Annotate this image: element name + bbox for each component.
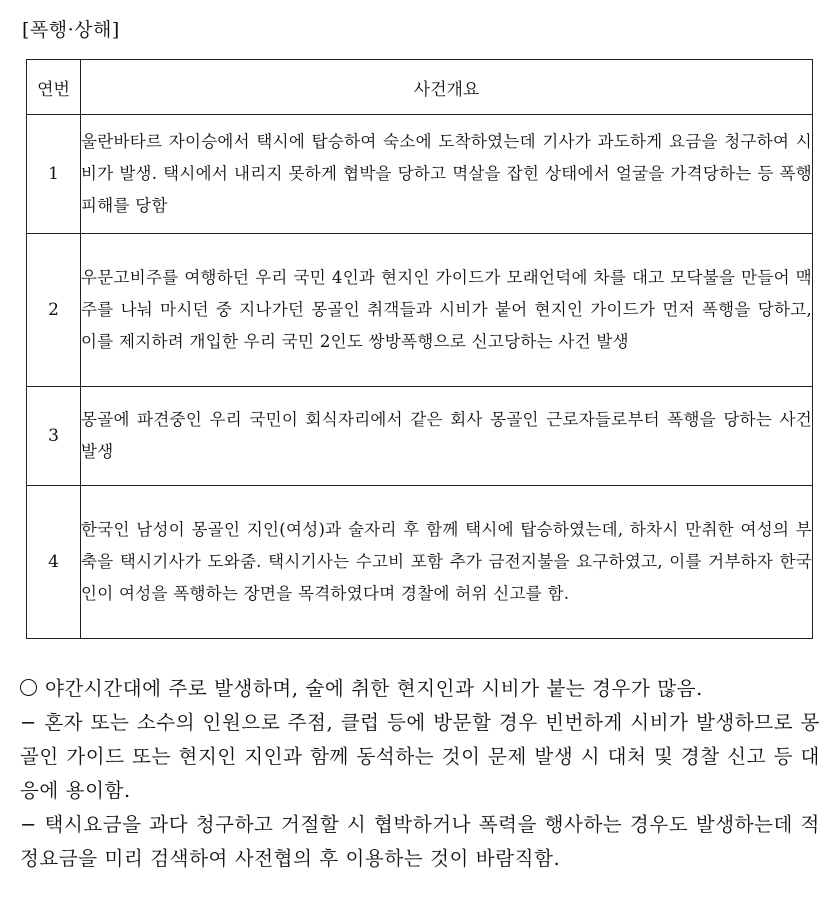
advice-notes xyxy=(20,672,820,876)
table-row xyxy=(27,234,813,387)
row-summary: 한국인 남성이 몽골인 지인(여성)과 술자리 후 함께 택시에 탑승하였는데, 하차시 만취한 여성의 부축을 택시기사가 도와줌. 택시기사는 수고비 포함 추가 금전지불을 요구하였고, 이를 거부하자 한국인이 여성을 폭행하는 장면을 목격하였다며 경찰에 허위 신고를 함. xyxy=(81,486,813,639)
table-row xyxy=(27,115,813,234)
table-header-row xyxy=(27,60,813,115)
circle-bullet-icon xyxy=(20,679,37,696)
table-row xyxy=(27,387,813,486)
table-row xyxy=(27,486,813,639)
row-number: 4 xyxy=(27,486,81,639)
section-title: [폭행·상해] xyxy=(22,19,120,41)
row-summary: 울란바타르 자이승에서 택시에 탑승하여 숙소에 도착하였는데 기사가 과도하게 요금을 청구하여 시비가 발생. 택시에서 내리지 못하게 협박을 당하고 멱살을 잡힌 상태에서 얼굴을 가격당하는 등 폭행피해를 당함 xyxy=(81,115,813,234)
note-main-text: 야간시간대에 주로 발생하며, 술에 취한 현지인과 시비가 붙는 경우가 많음. xyxy=(45,677,703,700)
row-number: 1 xyxy=(27,115,81,234)
note-sub-1: − 혼자 또는 소수의 인원으로 주점, 클럽 등에 방문할 경우 빈번하게 시비가 발생하므로 몽골인 가이드 또는 현지인 지인과 함께 동석하는 것이 문제 발생 시 대처 및 경찰 신고 등 대응에 용이함. xyxy=(20,711,820,802)
row-summary: 몽골에 파견중인 우리 국민이 회식자리에서 같은 회사 몽골인 근로자들로부터 폭행을 당하는 사건 발생 xyxy=(81,387,813,486)
header-summary: 사건개요 xyxy=(81,60,813,115)
note-sub-2: − 택시요금을 과다 청구하고 거절할 시 협박하거나 폭력을 행사하는 경우도 발생하는데 적정요금을 미리 검색하여 사전협의 후 이용하는 것이 바람직함. xyxy=(20,813,820,870)
row-number: 3 xyxy=(27,387,81,486)
note-main xyxy=(20,672,820,706)
incident-table xyxy=(26,59,813,639)
header-number: 연번 xyxy=(27,60,81,115)
row-number: 2 xyxy=(27,234,81,387)
row-summary: 우문고비주를 여행하던 우리 국민 4인과 현지인 가이드가 모래언덕에 차를 대고 모닥불을 만들어 맥주를 나눠 마시던 중 지나가던 몽골인 취객들과 시비가 붙어 현지인 가이드가 먼저 폭행을 당하고, 이를 제지하려 개입한 우리 국민 2인도 쌍방폭행으로 신고당하는 사건 발생 xyxy=(81,234,813,387)
